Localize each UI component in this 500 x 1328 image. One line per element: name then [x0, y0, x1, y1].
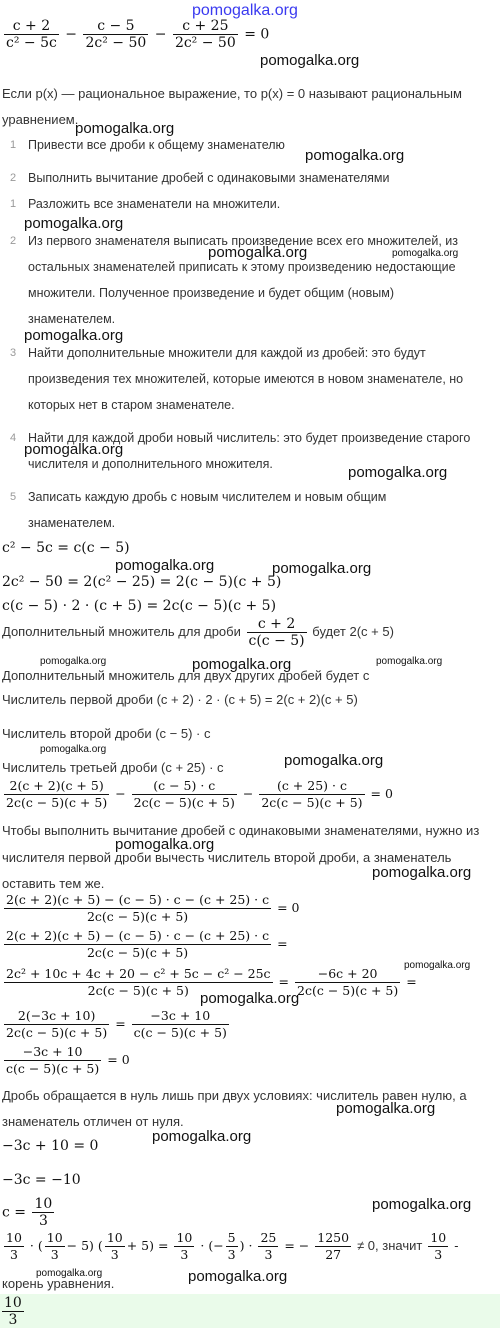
watermark: pomogalka.org [284, 752, 384, 769]
fraction: $\frac{(c - 5) \cdot c}{2c(c - 5)(c + 5)}$ [133, 778, 235, 810]
factor-1: c² − 5c = c(c − 5) [2, 540, 130, 556]
fraction: $\frac{1250}{27}$ [317, 1230, 350, 1262]
watermark: pomogalka.org [75, 120, 175, 137]
extra-factor-1: Дополнительный множитель для дроби $\frac{c + 2}{c(c - 5)}$ будет 2(c + 5) [2, 616, 394, 649]
equation-combined: $\frac{2(c + 2)(c + 5) - (c - 5) \cdot c - (c + 25) \cdot c}{2c(c - 5)(c + 5)}$ = 0 [6, 892, 300, 924]
linear-equation: −3c + 10 = 0 [2, 1138, 99, 1154]
extra-factor-2: Дополнительный множитель для двух других дробей будет c [2, 668, 370, 683]
subtraction-note-1: Чтобы выполнить вычитание дробей с одинаковыми знаменателями, нужно из [2, 823, 480, 838]
fraction: $\frac{10}{3}$ [176, 1230, 193, 1262]
fraction: $\frac{c + 2}{c(c - 5)}$ [248, 616, 305, 649]
watermark: pomogalka.org [24, 327, 124, 344]
fraction: $\frac{-3c + 10}{c(c - 5)(c + 5)}$ [6, 1044, 100, 1076]
check-conclusion: корень уравнения. [2, 1276, 115, 1291]
equation-original: $\frac{c + 2}{\text{c² − 5c}}$ − $\frac{c - 5}{\text{2c² − 50}}$ − $\frac{c + 25}{\text{2c² − 50}}$ = 0 [6, 18, 270, 51]
definition-line-1: Если p(x) — рациональное выражение, то p(x) = 0 называют рациональным [2, 86, 462, 101]
fraction: $\frac{10}{3}$ [46, 1230, 63, 1262]
sub-step: 4 Найти для каждой дроби новый числитель: это будет произведение старого числителя и дополнительного множителя. [10, 431, 471, 471]
watermark: pomogalka.org [115, 557, 215, 574]
watermark: pomogalka.org [40, 656, 107, 667]
subtraction-note-3: оставить тем же. [2, 876, 105, 891]
fraction: $\frac{2(c + 2)(c + 5) - (c - 5) \cdot c - (c + 25) \cdot c}{2c(c - 5)(c + 5)}$ [6, 892, 270, 924]
fraction: $\frac{c + 25}{\text{2c² − 50}}$ [174, 18, 236, 51]
equation-final-fraction: $\frac{-3c + 10}{c(c - 5)(c + 5)}$ = 0 [6, 1044, 130, 1076]
numerator-1: Числитель первой дроби (c + 2) · 2 · (c + 5) = 2(c + 2)(c + 5) [2, 692, 358, 707]
equation-simplified: $\frac{2(-3c + 10)}{2c(c - 5)(c + 5)}$ = $\frac{-3c + 10}{c(c - 5)(c + 5)}$ [6, 1008, 227, 1040]
subtraction-note-2: числителя первой дроби вычесть числитель второй дроби, а знаменатель [2, 850, 452, 865]
watermark: pomogalka.org [305, 147, 405, 164]
watermark: pomogalka.org [40, 744, 107, 755]
watermark: pomogalka.org [272, 560, 372, 577]
watermark: pomogalka.org [372, 864, 472, 881]
numerator-3: Числитель третьей дроби (c + 25) · c [2, 760, 224, 775]
watermark: pomogalka.org [152, 1128, 252, 1145]
fraction: $\frac{10}{3}$ [430, 1230, 447, 1262]
watermark: pomogalka.org [24, 215, 124, 232]
fraction: $\frac{10}{3}$ [6, 1230, 22, 1262]
fraction: $\frac{10}{3}$ [34, 1196, 53, 1229]
watermark: pomogalka.org [36, 1268, 103, 1279]
watermark: pomogalka.org [372, 1196, 472, 1213]
watermark: pomogalka.org [115, 836, 215, 853]
watermark: pomogalka.org [348, 464, 448, 481]
plan-step: 2 Выполнить вычитание дробей с одинаковыми знаменателями [10, 171, 390, 185]
watermark: pomogalka.org [260, 52, 360, 69]
factor-2: 2c² − 50 = 2(c² − 25) = 2(c − 5)(c + 5) [2, 574, 282, 590]
sub-step: 2 Из первого знаменателя выписать произведение всех его множителей, из остальных знаменателей приписать к этому произведению недостающие множители. Полученное произведение и будет общим (новым) знаменателем. [10, 234, 458, 326]
fraction: $\frac{2(c + 2)(c + 5) - (c - 5) \cdot c - (c + 25) \cdot c}{2c(c - 5)(c + 5)}$ [6, 928, 270, 960]
fraction: $\frac{c + 2}{\text{c² − 5c}}$ [6, 18, 57, 51]
watermark: pomogalka.org [24, 441, 124, 458]
sub-step: 1 Разложить все знаменатели на множители. [10, 197, 281, 211]
sub-step: 5 Записать каждую дробь с новым числителем и новым общим знаменателем. [10, 490, 387, 530]
zero-condition-1: Дробь обращается в нуль лишь при двух условиях: числитель равен нулю, а [2, 1088, 467, 1103]
watermark: pomogalka.org [376, 656, 443, 667]
answer-fraction: $\frac{10}{3}$ [4, 1295, 22, 1328]
equation-expanded: $\frac{\text{2c² + 10c + 4c + 20 − c² + 5c − c² − 25c}}{2c(c - 5)(c + 5)}$ = $\frac{-6c + 20}{2c(c - 5)(c + 5)}$ = [6, 966, 417, 998]
fraction: $\frac{25}{3}$ [260, 1230, 277, 1262]
definition-line-2: уравнением. [2, 112, 79, 127]
watermark-top: pomogalka.org [192, 2, 298, 19]
equation-combined-2: $\frac{2(c + 2)(c + 5) - (c - 5) \cdot c - (c + 25) \cdot c}{2c(c - 5)(c + 5)}$ = [6, 928, 288, 960]
fraction: $\frac{10}{3}$ [106, 1230, 123, 1262]
numerator-2: Числитель второй дроби (c − 5) · c [2, 726, 211, 741]
fraction: $\frac{-6c + 20}{2c(c - 5)(c + 5)}$ [297, 966, 399, 998]
watermark: pomogalka.org [392, 248, 459, 259]
linear-equation-2: −3c = −10 [2, 1172, 81, 1188]
fraction: $\frac{5}{3}$ [227, 1230, 236, 1262]
watermark: pomogalka.org [336, 1100, 436, 1117]
common-denominator: c(c − 5) · 2 · (c + 5) = 2c(c − 5)(c + 5) [2, 598, 277, 614]
watermark: pomogalka.org [208, 244, 308, 261]
watermark: pomogalka.org [200, 990, 300, 1007]
watermark: pomogalka.org [188, 1268, 288, 1285]
fraction: $\frac{-3c + 10}{c(c - 5)(c + 5)}$ [133, 1008, 227, 1040]
zero-condition-2: знаменатель отличен от нуля. [2, 1114, 184, 1129]
fraction: $\frac{(c + 25) \cdot c}{2c(c - 5)(c + 5)}$ [261, 778, 363, 810]
fraction: $\frac{2(-3c + 10)}{2c(c - 5)(c + 5)}$ [6, 1008, 108, 1040]
watermark: pomogalka.org [192, 656, 292, 673]
sub-step: 3 Найти дополнительные множители для каждой из дробей: это будут произведения тех множителей, которые имеются в новом знаменателе, но которых нет в старом знаменателе. [10, 346, 464, 412]
check-line: $\frac{10}{3}$ · ( $\frac{10}{3}$ − 5) ( $\frac{10}{3}$ + 5) = $\frac{10}{3}$ · (− $\frac{5}{3}$ ) · $\frac{25}{3}$ = − $\frac{1250}{27}$ ≠ 0, значит $\frac{10}{3}$ - [6, 1230, 459, 1262]
fraction: $\frac{c - 5}{\text{2c² − 50}}$ [85, 18, 147, 51]
answer-box [0, 1294, 500, 1328]
watermark: pomogalka.org [404, 960, 471, 971]
fraction: $\frac{2(c + 2)(c + 5)}{2c(c - 5)(c + 5)}$ [6, 778, 108, 810]
plan-step: 1 Привести все дроби к общему знаменателю [10, 138, 285, 152]
solution: c = $\frac{10}{3}$ [2, 1196, 53, 1229]
fraction: $\frac{\text{2c² + 10c + 4c + 20 − c² + 5c − c² − 25c}}{2c(c - 5)(c + 5)}$ [6, 966, 271, 998]
equation-common-denominator: $\frac{2(c + 2)(c + 5)}{2c(c - 5)(c + 5)}$ − $\frac{(c - 5) \cdot c}{2c(c - 5)(c + 5)}$ − $\frac{(c + 25) \cdot c}{2c(c - 5)(c + 5)}$ = 0 [6, 778, 393, 810]
